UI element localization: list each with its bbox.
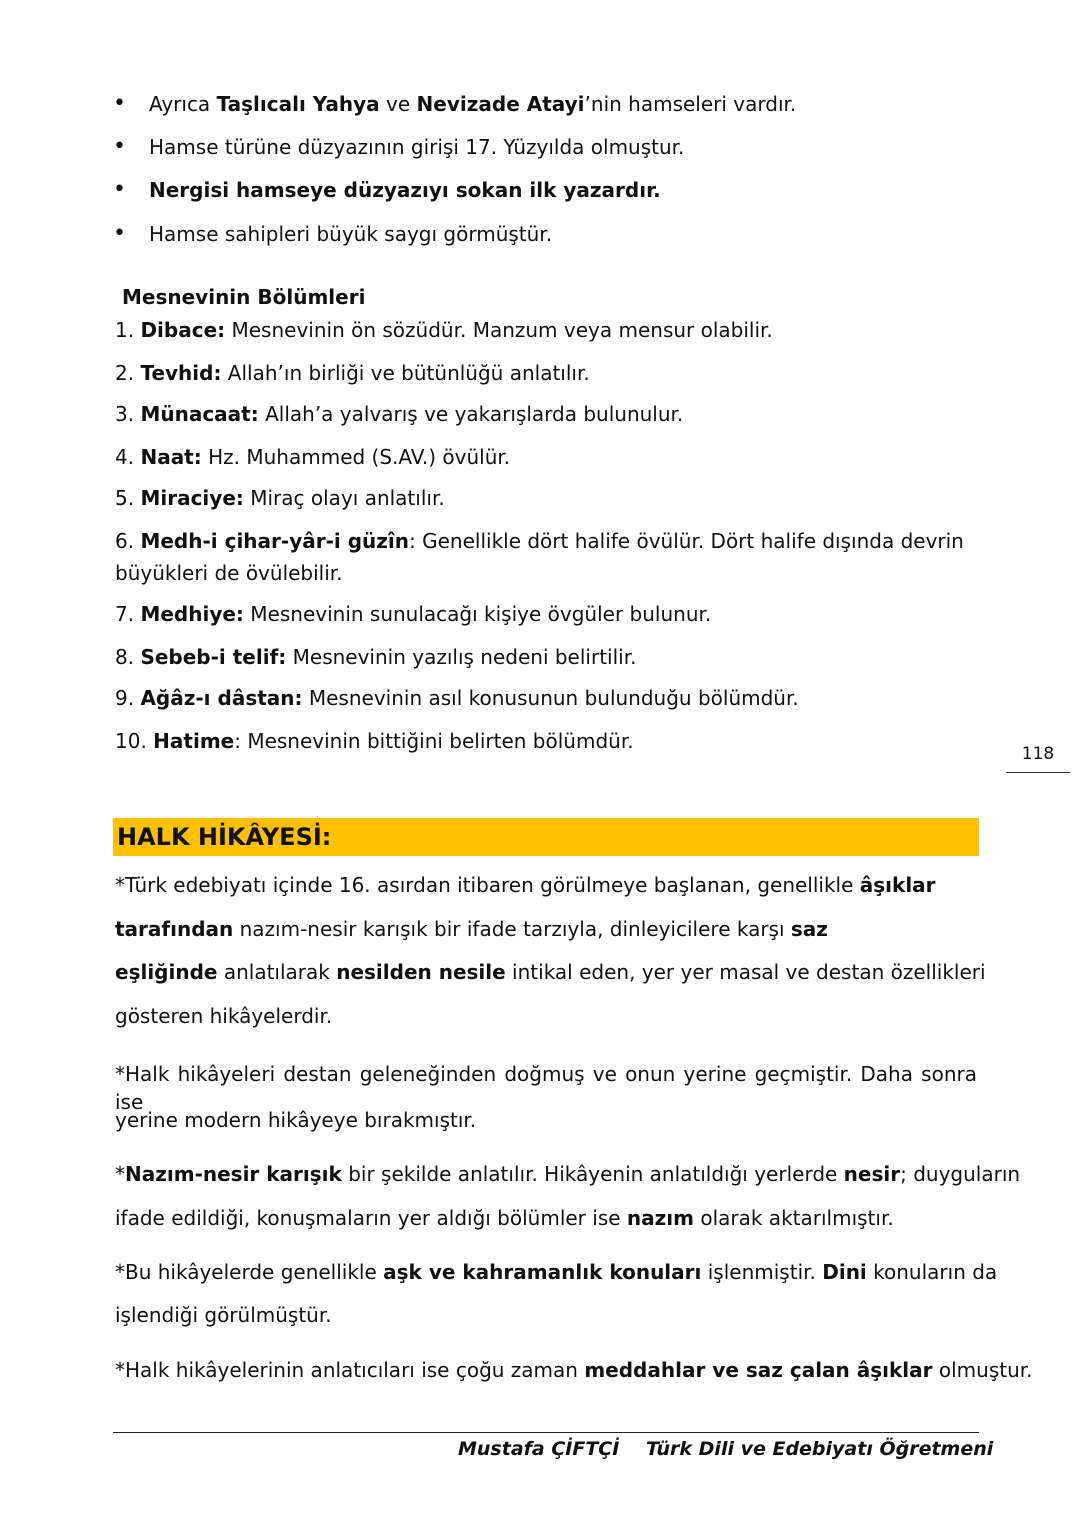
footer-divider: [113, 1432, 979, 1433]
list-item: 2. Tevhid: Allah’ın birliği ve bütünlüğü anlatılır.: [115, 361, 590, 385]
bullet-item: [113, 175, 661, 205]
paragraph-line: gösteren hikâyelerdir.: [115, 1004, 333, 1028]
paragraph-line: *Bu hikâyelerde genellikle aşk ve kahramanlık konuları işlenmiştir. Dini konuların da: [115, 1260, 998, 1284]
bullet-item: [113, 89, 796, 119]
bullet-dot-icon: •: [113, 221, 126, 246]
list-item-continuation: büyükleri de övülebilir.: [115, 561, 343, 585]
list-item: 5. Miraciye: Miraç olayı anlatılır.: [115, 486, 445, 510]
list-item: 1. Dibace: Mesnevinin ön sözüdür. Manzum veya mensur olabilir.: [115, 318, 773, 342]
list-item: 10. Hatime: Mesnevinin bittiğini belirten bölümdür.: [115, 729, 634, 753]
bullet-text: Ayrıca Taşlıcalı Yahya ve Nevizade Atayi’nin hamseleri vardır.: [149, 92, 797, 116]
list-item: 8. Sebeb-i telif: Mesnevinin yazılış nedeni belirtilir.: [115, 645, 637, 669]
page-number: 118: [1006, 744, 1070, 773]
footer-role: Türk Dili ve Edebiyatı Öğretmeni: [646, 1438, 994, 1460]
paragraph-line: *Türk edebiyatı içinde 16. asırdan itibaren görülmeye başlanan, genellikle âşıklar: [115, 873, 936, 897]
paragraph-line: *Halk hikâyeleri destan geleneğinden doğmuş ve onun yerine geçmiştir. Daha sonra ise: [115, 1062, 977, 1114]
bullet-dot-icon: •: [113, 91, 126, 116]
bullet-item: [113, 132, 684, 162]
paragraph-line: ifade edildiği, konuşmaların yer aldığı bölümler ise nazım olarak aktarılmıştır.: [115, 1206, 894, 1230]
list-item: 7. Medhiye: Mesnevinin sunulacağı kişiye övgüler bulunur.: [115, 602, 712, 626]
bullet-dot-icon: •: [113, 134, 126, 159]
bullet-text: Hamse sahipleri büyük saygı görmüştür.: [149, 222, 553, 246]
paragraph-line: tarafından nazım-nesir karışık bir ifade tarzıyla, dinleyicilere karşı saz: [115, 917, 828, 941]
list-item: 9. Ağâz-ı dâstan: Mesnevinin asıl konusunun bulunduğu bölümdür.: [115, 686, 799, 710]
paragraph-line: yerine modern hikâyeye bırakmıştır.: [115, 1108, 477, 1132]
bullet-item: [113, 219, 552, 249]
section-heading: Mesnevinin Bölümleri: [122, 285, 366, 309]
bullet-text: Nergisi hamseye düzyazıyı sokan ilk yazardır.: [149, 178, 661, 202]
paragraph-line: eşliğinde anlatılarak nesilden nesile intikal eden, yer yer masal ve destan özellikleri: [115, 960, 986, 984]
bullet-dot-icon: •: [113, 177, 126, 202]
section-heading-bar: [113, 818, 979, 856]
list-item: 6. Medh-i çihar-yâr-i güzîn: Genellikle dört halife övülür. Dört halife dışında devrin: [115, 529, 964, 553]
section-title: HALK HİKÂYESİ:: [117, 823, 332, 851]
paragraph-line: işlendiği görülmüştür.: [115, 1303, 332, 1327]
list-item: 3. Münacaat: Allah’a yalvarış ve yakarışlarda bulunulur.: [115, 402, 684, 426]
footer-author: Mustafa ÇİFTÇİ: [458, 1438, 620, 1460]
paragraph-line: *Halk hikâyelerinin anlatıcıları ise çoğu zaman meddahlar ve saz çalan âşıklar olmuştur.: [115, 1358, 1033, 1382]
paragraph-line: *Nazım-nesir karışık bir şekilde anlatılır. Hikâyenin anlatıldığı yerlerde nesir; duyguların: [115, 1162, 1021, 1186]
list-item: 4. Naat: Hz. Muhammed (S.AV.) övülür.: [115, 445, 511, 469]
bullet-text: Hamse türüne düzyazının girişi 17. Yüzyılda olmuştur.: [149, 135, 685, 159]
